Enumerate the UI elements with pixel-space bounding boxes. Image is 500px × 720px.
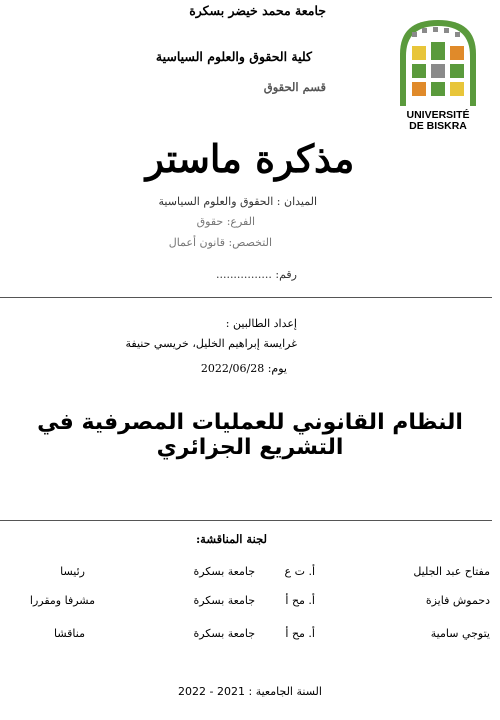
member-name: دحموش فايزة xyxy=(425,594,490,607)
member-name: يتوجي سامية xyxy=(430,627,490,640)
student-names: غرايسة إبراهيم الخليل، خريسي حنيفة xyxy=(125,337,297,350)
divider-top xyxy=(0,297,492,298)
document-title: مذكرة ماستر xyxy=(145,136,355,181)
logo-line-1: UNIVERSITÉ xyxy=(406,109,470,121)
member-rank: أ. مح أ xyxy=(285,594,315,607)
member-rank: أ. مح أ xyxy=(285,627,315,640)
member-role: رئيسا xyxy=(60,565,85,578)
logo-caption xyxy=(392,110,484,132)
member-university: جامعة بسكرة xyxy=(193,594,255,607)
domain-field: الميدان : الحقوق والعلوم السياسية xyxy=(158,195,317,208)
specialty-field: التخصص: قانون أعمال xyxy=(168,236,272,249)
university-name: جامعة محمد خيضر بسكرة xyxy=(189,3,326,18)
member-role: مشرفا ومقررا xyxy=(29,594,95,607)
prepared-by-label: إعداد الطالبين : xyxy=(225,317,297,330)
divider-bottom xyxy=(0,520,492,521)
committee-title: لجنة المناقشة: xyxy=(195,532,267,546)
thesis-subject: النظام القانوني للعمليات المصرفية في التشريع الجزائري xyxy=(37,410,463,460)
logo-emblem-icon xyxy=(392,14,484,110)
member-role: مناقشا xyxy=(54,627,85,640)
member-university: جامعة بسكرة xyxy=(193,565,255,578)
branch-field: الفرع: حقوق xyxy=(196,215,255,228)
faculty-name: كلية الحقوق والعلوم السياسية xyxy=(155,49,312,64)
department-name: قسم الحقوق xyxy=(263,80,326,94)
member-name: مفتاح عبد الجليل xyxy=(413,565,490,578)
member-university: جامعة بسكرة xyxy=(193,627,255,640)
defense-date: يوم: 2022/06/28 xyxy=(200,362,287,375)
member-rank: أ. ت ع xyxy=(284,565,315,578)
number-field: رقم: ................ xyxy=(215,268,297,281)
academic-year: السنة الجامعية : 2021 - 2022 xyxy=(178,685,322,698)
logo-line-2: DE BISKRA xyxy=(409,120,467,132)
